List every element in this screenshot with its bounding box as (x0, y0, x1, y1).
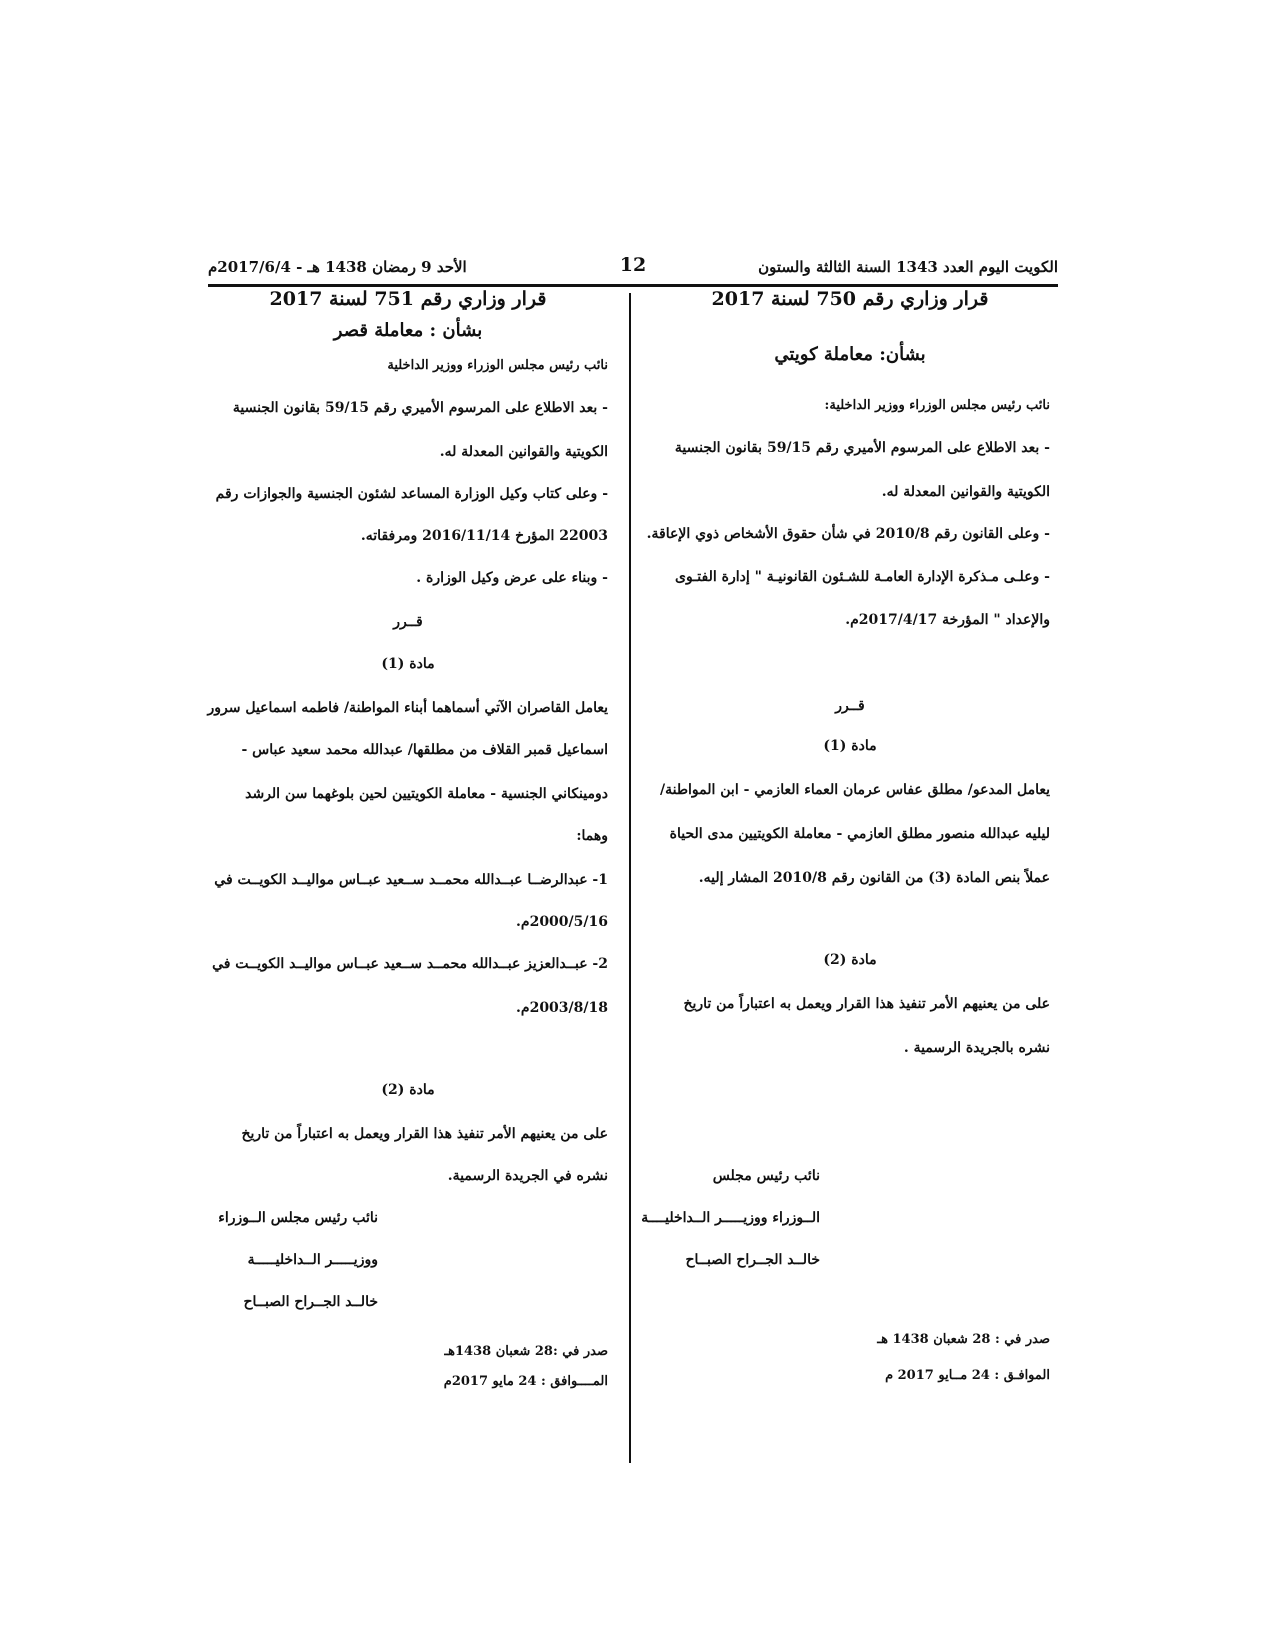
page-header (208, 252, 1058, 282)
decision-title: قرار وزاري رقم 750 لسنة 2017 (711, 288, 989, 310)
issuer-line: نائب رئيس مجلس الوزراء ووزير الداخلية: (824, 398, 1050, 413)
signature-title: الــوزراء ووزيـــــر الــداخليــــة (641, 1210, 820, 1226)
decided-heading: قــرر (835, 698, 865, 714)
preamble-line: - وعلى كتاب وكيل الوزارة المساعد لشئون الجنسية والجوازات رقم (215, 486, 608, 502)
header-rule (208, 284, 1058, 287)
decision-title: قرار وزاري رقم 751 لسنة 2017 (269, 288, 547, 310)
article-2-line: على من يعنيهم الأمر تنفيذ هذا القرار ويعمل به اعتباراً من تاريخ (683, 996, 1050, 1012)
article-1-line: ليليه عبدالله منصور مطلق العازمي - معاملة الكويتيين مدى الحياة (669, 826, 1050, 842)
preamble-line: - بعد الاطلاع على المرسوم الأميري رقم 59/15 بقانون الجنسية (674, 440, 1050, 456)
preamble-line: - وبناء على عرض وكيل الوزارة . (416, 570, 608, 586)
article-1-line: 2003/8/18م. (516, 1000, 608, 1016)
corresponding-date: المــــوافق : 24 مايو 2017م (443, 1374, 608, 1389)
preamble-line: 22003 المؤرخ 2016/11/14 ومرفقاته. (360, 528, 608, 544)
signature-title: ووزيـــــر الــداخليـــــة (247, 1252, 378, 1268)
header-issue: الكويت اليوم العدد 1343 السنة الثالثة والستون (758, 258, 1058, 276)
issued-date: صدر في : 28 شعبان 1438 هـ (877, 1332, 1050, 1347)
preamble-line: - وعلى القانون رقم 2010/8 في شأن حقوق الأشخاص ذوي الإعاقة. (646, 526, 1050, 542)
preamble-line: الكويتية والقوانين المعدلة له. (439, 444, 608, 460)
issued-date: صدر في :28 شعبان 1438هـ (444, 1344, 608, 1359)
signature-name: خالــد الجــراح الصبــاح (243, 1294, 378, 1310)
header-date: الأحد 9 رمضان 1438 هـ - 2017/6/4م (208, 258, 467, 276)
article-1-line: عملاً بنص المادة (3) من القانون رقم 2010/8 المشار إليه. (698, 870, 1050, 886)
article-1-heading: مادة (1) (381, 656, 435, 672)
article-2-line: على من يعنيهم الأمر تنفيذ هذا القرار ويعمل به اعتباراً من تاريخ (241, 1126, 608, 1142)
article-2-line: نشره بالجريدة الرسمية . (903, 1040, 1050, 1056)
issuer-line: نائب رئيس مجلس الوزراء ووزير الداخلية (387, 358, 608, 373)
preamble-line: الكويتية والقوانين المعدلة له. (881, 484, 1050, 500)
signature-name: خالــد الجــراح الصبــاح (685, 1252, 820, 1268)
decision-subject: بشأن : معاملة قصر (333, 320, 483, 341)
article-1-line: 2- عبــدالعزيز عبــدالله محمــد ســعيد عبــاس مواليــد الكويــت في (212, 956, 608, 972)
preamble-line: - بعد الاطلاع على المرسوم الأميري رقم 59/15 بقانون الجنسية (232, 400, 608, 416)
article-1-line: 1- عبدالرضــا عبــدالله محمــد ســعيد عبــاس مواليــد الكويــت في (214, 872, 608, 888)
page-number: 12 (619, 254, 647, 276)
preamble-line: والإعداد " المؤرخة 2017/4/17م. (845, 612, 1050, 628)
article-1-line: 2000/5/16م. (516, 914, 608, 930)
corresponding-date: الموافـق : 24 مــايو 2017 م (885, 1368, 1050, 1383)
article-1-line: وهما: (576, 828, 608, 844)
article-1-heading: مادة (1) (823, 738, 877, 754)
article-1-line: دومينكاني الجنسية - معاملة الكويتيين لحين بلوغهما سن الرشد (245, 786, 608, 802)
signature-title: نائب رئيس مجلس (712, 1168, 820, 1184)
decision-subject: بشأن: معاملة كويتي (774, 344, 926, 365)
article-1-line: اسماعيل قمبر القلاف من مطلقها/ عبدالله محمد سعيد عباس - (241, 742, 608, 758)
article-2-line: نشره في الجريدة الرسمية. (447, 1168, 608, 1184)
article-2-heading: مادة (2) (823, 952, 877, 968)
column-divider (629, 293, 631, 1463)
decided-heading: قــرر (393, 614, 423, 630)
article-1-line: يعامل القاصران الآتي أسماهما أبناء المواطنة/ فاطمه اسماعيل سرور (207, 700, 608, 716)
article-2-heading: مادة (2) (381, 1082, 435, 1098)
preamble-line: - وعلـى مـذكرة الإدارة العامـة للشـئون القانونيـة " إدارة الفتـوى (675, 569, 1050, 585)
signature-title: نائب رئيس مجلس الــوزراء (218, 1210, 378, 1226)
article-1-line: يعامل المدعو/ مطلق عفاس عرمان العماء العازمي - ابن المواطنة/ (660, 782, 1050, 798)
